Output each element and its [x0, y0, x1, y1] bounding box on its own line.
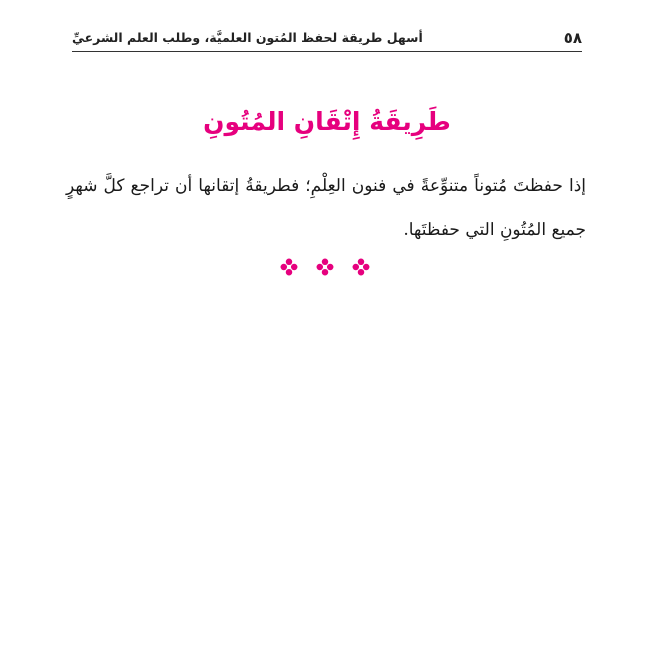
page-number: ٥٨ [563, 29, 582, 47]
section-title: طَرِيقَةُ إِتْقَانِ المُتُونِ [203, 107, 451, 136]
body-paragraph: إذا حفظتَ مُتوناً متنوِّعةً في فنون العِلْمِ؛ فطريقةُ إتقانها أن تراجع كلَّ شهرٍ جميع المُتُونِ التي حفظتَها. [66, 176, 586, 240]
section-end-ornaments [280, 256, 370, 278]
running-header [72, 22, 582, 48]
four-petal-flower-icon [280, 258, 298, 276]
running-book-title: أسهل طريقة لحفظ المُتون العلميَّة، وطلب العلم الشرعيِّ [72, 30, 423, 45]
four-petal-flower-icon [316, 258, 334, 276]
header-divider [72, 51, 582, 52]
four-petal-flower-icon [352, 258, 370, 276]
